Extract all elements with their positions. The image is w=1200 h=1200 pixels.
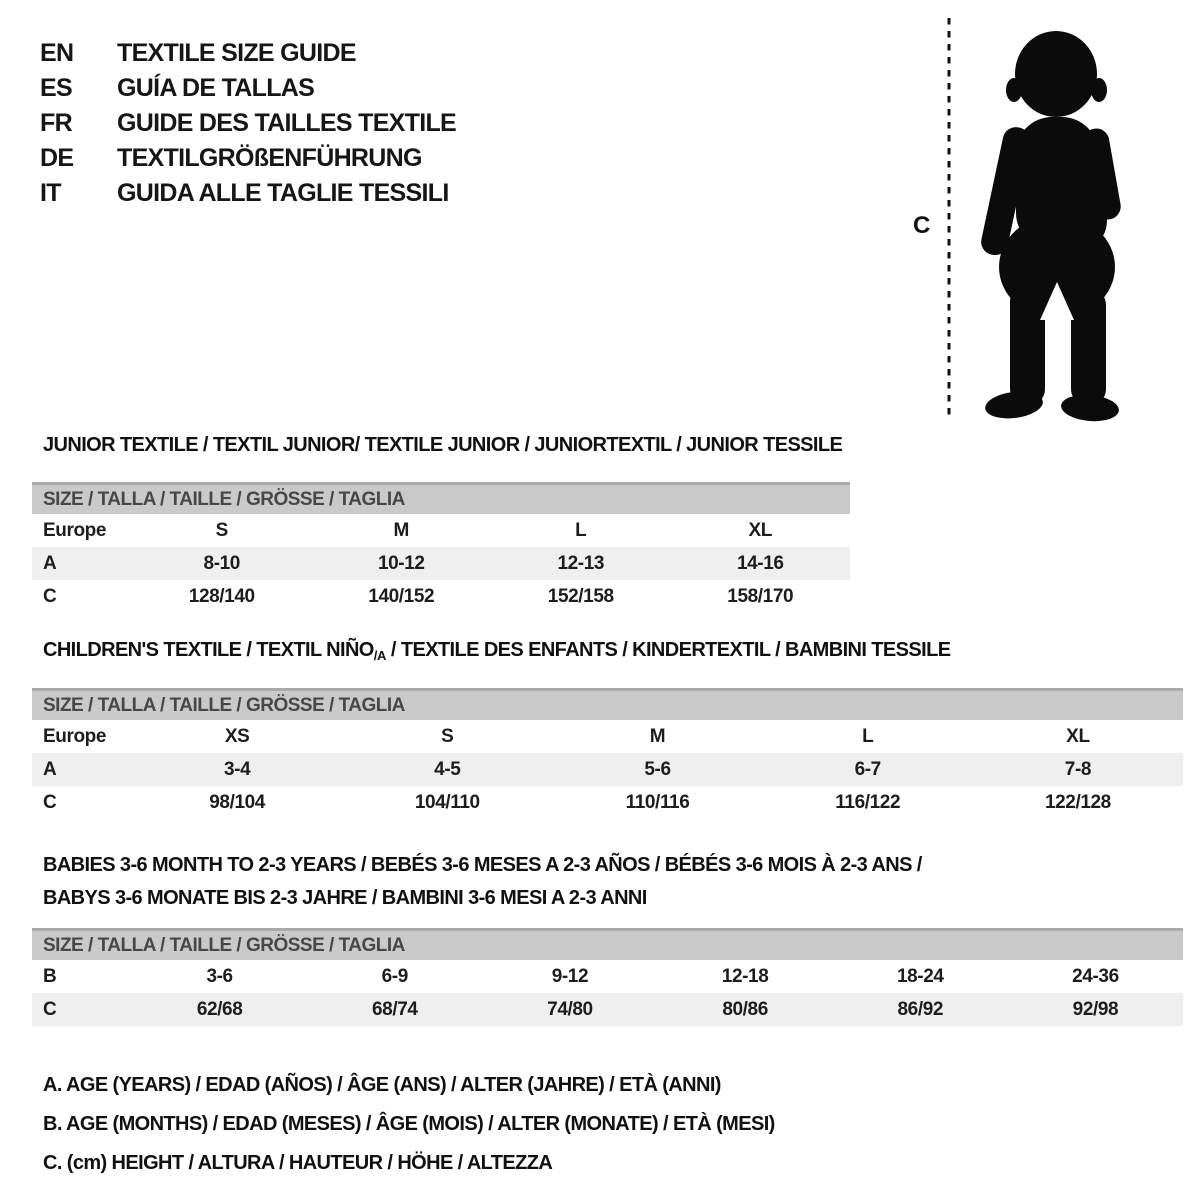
babies-section-title [43, 849, 922, 915]
children-title-sub: /A [373, 648, 386, 663]
row-label: A [43, 552, 57, 574]
table-cell: 62/68 [196, 998, 243, 1020]
table-cell: 12-18 [721, 965, 769, 987]
table-cell: 140/152 [368, 585, 435, 607]
row-label: B [43, 965, 57, 987]
legend-line-a: A. AGE (YEARS) / EDAD (AÑOS) / ÂGE (ANS) / ALTER (JAHRE) / ETÀ (ANNI) [43, 1074, 721, 1096]
language-label: GUIDA ALLE TAGLIE TESSILI [117, 179, 449, 207]
table-cell: 7-8 [1064, 758, 1092, 780]
table-row [32, 786, 1183, 819]
table-cell: 74/80 [547, 998, 593, 1020]
table-cell: 98/104 [209, 791, 265, 813]
table-cell: 3-6 [206, 965, 233, 987]
babies-title-line1: BABIES 3-6 MONTH TO 2-3 YEARS / BEBÉS 3-6 MESES A 2-3 AÑOS / BÉBÉS 3-6 MOIS À 2-3 ANS / [43, 854, 922, 876]
table-cell: S [215, 519, 228, 541]
table-cell: 86/92 [897, 998, 944, 1020]
table-cell: 128/140 [188, 585, 255, 607]
row-label: C [43, 998, 57, 1020]
table-cell: 5-6 [644, 758, 671, 780]
language-row-de [40, 141, 456, 176]
row-label: C [43, 791, 57, 813]
table-cell: M [393, 519, 409, 541]
row-label: A [43, 758, 57, 780]
table-cell: 3-4 [223, 758, 251, 780]
table-cell: 158/170 [727, 585, 794, 607]
table-cell: 80/86 [722, 998, 768, 1020]
table-cell: 8-10 [203, 552, 240, 574]
table-cell: 6-9 [381, 965, 408, 987]
row-label: Europe [43, 725, 107, 747]
table-cell: 116/122 [835, 791, 901, 813]
language-row-es [40, 71, 456, 106]
babies-size-table [32, 928, 1183, 1026]
table-row [32, 580, 850, 613]
children-size-table [32, 688, 1183, 819]
table-cell: 92/98 [1072, 998, 1119, 1020]
language-code: EN [40, 39, 74, 67]
language-code: FR [40, 109, 72, 137]
table-row [32, 960, 1183, 993]
table-cell: 10-12 [377, 552, 425, 574]
language-code: ES [40, 74, 72, 102]
language-list [40, 36, 456, 211]
children-title-suffix: / TEXTILE DES ENFANTS / KINDERTEXTIL / BAMBINI TESSILE [385, 639, 951, 661]
language-row-it [40, 176, 456, 211]
language-code: DE [40, 144, 74, 172]
height-dashed-line-icon [946, 16, 952, 418]
table-row [32, 993, 1183, 1026]
language-label: GUIDE DES TAILLES TEXTILE [117, 109, 457, 137]
table-cell: 12-13 [557, 552, 605, 574]
language-label: TEXTILE SIZE GUIDE [117, 39, 356, 67]
language-row-fr [40, 106, 456, 141]
table-cell: S [441, 725, 454, 747]
table-cell: L [862, 725, 874, 747]
junior-section-title: JUNIOR TEXTILE / TEXTIL JUNIOR/ TEXTILE JUNIOR / JUNIORTEXTIL / JUNIOR TESSILE [43, 434, 843, 456]
table-cell: 4-5 [434, 758, 461, 780]
junior-size-table [32, 482, 850, 613]
size-header-bar: SIZE / TALLA / TAILLE / GRÖSSE / TAGLIA [32, 928, 1183, 960]
table-cell: XS [224, 725, 250, 747]
language-row-en [40, 36, 456, 71]
table-cell: 68/74 [371, 998, 418, 1020]
measure-legend [43, 1066, 775, 1183]
table-cell: 14-16 [736, 552, 784, 574]
table-cell: M [649, 725, 666, 747]
table-cell: XL [1066, 725, 1090, 747]
table-row [32, 753, 1183, 786]
children-title-prefix: CHILDREN'S TEXTILE / TEXTIL NIÑO [43, 639, 374, 661]
legend-line-c: C. (cm) HEIGHT / ALTURA / HAUTEUR / HÖHE / ALTEZZA [43, 1152, 553, 1174]
size-header-bar: SIZE / TALLA / TAILLE / GRÖSSE / TAGLIA [32, 482, 850, 514]
table-cell: 9-12 [551, 965, 589, 987]
table-cell: 18-24 [896, 965, 944, 987]
table-cell: 110/116 [625, 791, 690, 813]
table-cell: 24-36 [1072, 965, 1119, 987]
row-label: C [43, 585, 57, 607]
legend-line-b: B. AGE (MONTHS) / EDAD (MESES) / ÂGE (MOIS) / ALTER (MONATE) / ETÀ (MESI) [43, 1113, 775, 1135]
language-label: GUÍA DE TALLAS [117, 74, 315, 102]
toddler-silhouette-icon [958, 22, 1140, 422]
height-measure-label: C [913, 212, 931, 239]
table-row [32, 514, 850, 547]
children-section-title [43, 639, 950, 663]
table-cell: 152/158 [547, 585, 614, 607]
table-row [32, 547, 850, 580]
table-cell: L [575, 519, 587, 541]
table-cell: 122/128 [1044, 791, 1111, 813]
table-cell: 104/110 [414, 791, 480, 813]
table-cell: XL [748, 519, 772, 541]
babies-title-line2: BABYS 3-6 MONATE BIS 2-3 JAHRE / BAMBINI 3-6 MESI A 2-3 ANNI [43, 887, 647, 909]
size-header-bar: SIZE / TALLA / TAILLE / GRÖSSE / TAGLIA [32, 688, 1183, 720]
language-code: IT [40, 179, 61, 207]
language-label: TEXTILGRÖßENFÜHRUNG [117, 144, 422, 172]
row-label: Europe [43, 519, 107, 541]
table-cell: 6-7 [854, 758, 881, 780]
table-row [32, 720, 1183, 753]
